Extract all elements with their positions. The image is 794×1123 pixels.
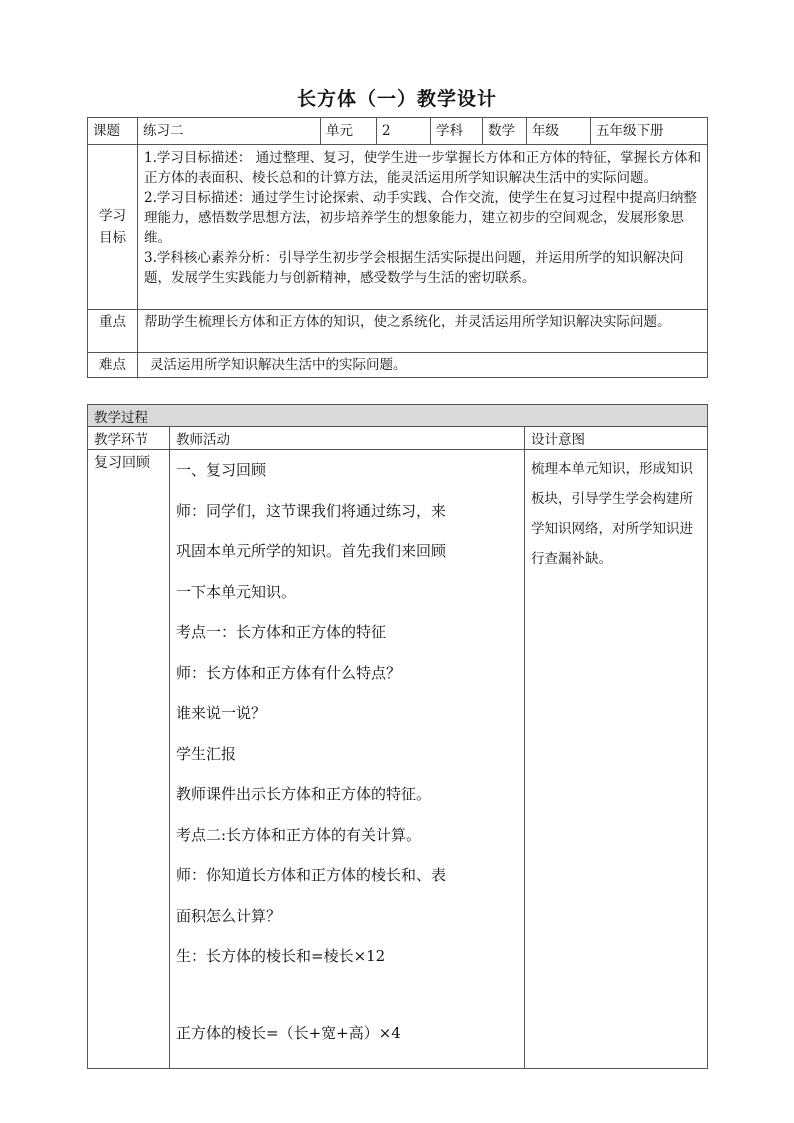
topic-value: 练习二 bbox=[138, 118, 321, 145]
teacher-line: 巩固本单元所学的知识。首先我们来回顾 bbox=[176, 542, 447, 560]
process-column-heads bbox=[88, 427, 708, 450]
teacher-line: 生：长方体的棱长和=棱长×12 bbox=[176, 947, 386, 965]
col-stage: 教学环节 bbox=[88, 427, 170, 450]
teacher-line: 教师课件出示长方体和正方体的特征。 bbox=[176, 785, 432, 803]
col-teacher: 教师活动 bbox=[170, 427, 525, 450]
teacher-activity-cell bbox=[170, 450, 525, 1069]
difficulty-label: 难点 bbox=[88, 353, 138, 378]
info-table bbox=[87, 117, 708, 378]
teacher-line: 面积怎么计算？ bbox=[176, 906, 282, 925]
unit-label: 单元 bbox=[321, 118, 377, 145]
objectives-row bbox=[88, 145, 708, 310]
page-title: 长方体（一）教学设计 bbox=[296, 88, 497, 110]
teacher-line: 一、复习回顾 bbox=[176, 461, 267, 479]
difficulty-row bbox=[88, 353, 708, 378]
topic-label: 课题 bbox=[88, 118, 138, 145]
objective-2: 2.学习目标描述：通过学生讨论探索、动手实践、合作交流，使学生在复习过程中提高归纳整理能力，感悟数学思想方法，初步培养学生的想象能力，建立初步的空间观念，发展形象思维。 bbox=[144, 190, 697, 246]
teacher-line: 谁来说一说？ bbox=[176, 704, 267, 722]
info-header-row bbox=[88, 118, 708, 145]
subject-label: 学科 bbox=[431, 118, 483, 145]
teacher-line: 一下本单元知识。 bbox=[176, 582, 297, 601]
process-main-row bbox=[88, 450, 708, 1069]
process-header: 教学过程 bbox=[88, 405, 708, 427]
process-table bbox=[87, 404, 708, 1069]
teacher-line: 师：同学们，这节课我们将通过练习，来 bbox=[176, 501, 447, 520]
objective-3: 3.学科核心素养分析：引导学生初步学会根据生活实际提出问题，并运用所学的知识解决问题，发展学生实践能力与创新精神，感受数学与生活的密切联系。 bbox=[144, 250, 684, 286]
teacher-line: 师：长方体和正方体有什么特点？ bbox=[176, 663, 402, 682]
key-points-row bbox=[88, 310, 708, 353]
teacher-line: 考点一：长方体和正方体的特征 bbox=[176, 623, 387, 641]
col-intent: 设计意图 bbox=[525, 427, 708, 450]
process-header-row bbox=[88, 405, 708, 427]
teacher-line: 考点二:长方体和正方体的有关计算。 bbox=[176, 825, 422, 844]
objective-1: 1.学习目标描述： 通过整理、复习，使学生进一步掌握长方体和正方体的特征，掌握长方体和正方体的表面积、棱长总和的计算方法，能灵活运用所学知识解决生活中的实际问题。 bbox=[144, 150, 702, 186]
key-label: 重点 bbox=[88, 310, 138, 353]
subject-value: 数学 bbox=[483, 118, 527, 145]
grade-value: 五年级下册 bbox=[591, 118, 708, 145]
key-value: 帮助学生梳理长方体和正方体的知识，使之系统化，并灵活运用所学知识解决实际问题。 bbox=[138, 310, 708, 353]
grade-label: 年级 bbox=[527, 118, 591, 145]
teacher-line: 师：你知道长方体和正方体的棱长和、表 bbox=[176, 866, 447, 884]
difficulty-value: 灵活运用所学知识解决生活中的实际问题。 bbox=[138, 353, 708, 378]
stage-cell: 复习回顾 bbox=[88, 450, 170, 1069]
objectives-label: 学习目标 bbox=[88, 145, 138, 310]
teacher-line: 正方体的棱长=（长+宽+高）×4 bbox=[176, 1023, 401, 1042]
objectives-cell bbox=[138, 145, 708, 310]
teacher-line: 学生汇报 bbox=[176, 744, 237, 763]
design-intent-cell: 梳理本单元知识，形成知识板块，引导学生学会构建所学知识网络，对所学知识进行查漏补缺。 bbox=[525, 450, 708, 1069]
unit-value: 2 bbox=[377, 118, 431, 145]
